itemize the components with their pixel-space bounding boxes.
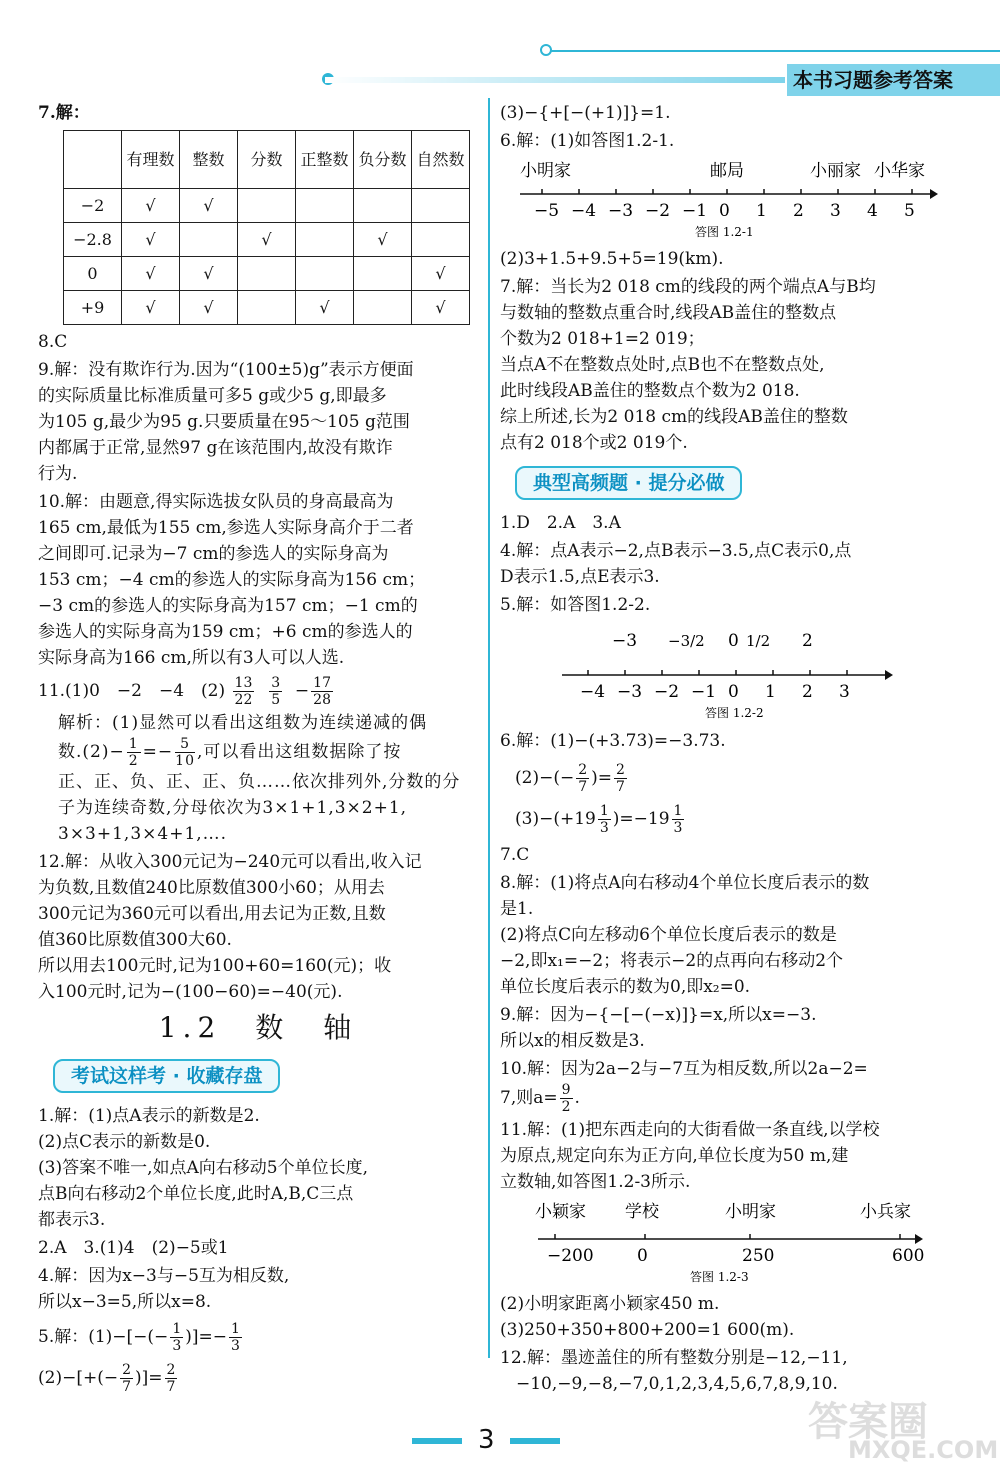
nl3-label: 学校	[625, 1202, 659, 1222]
numerator: 2	[166, 1362, 176, 1378]
table-cell	[412, 189, 470, 223]
b1	[38, 1103, 478, 1233]
tick-label: 4	[867, 201, 878, 221]
fraction	[560, 1082, 573, 1115]
table-cell: √	[122, 257, 180, 291]
table-cell: −2.8	[64, 223, 122, 257]
text-line: 300元记为360元可以看出,用去记为正数,且数	[38, 904, 386, 924]
section-banner: 典型高频题 · 提分必做	[515, 466, 742, 500]
nl2-top: 2	[802, 631, 813, 651]
nl2-top: 0	[728, 631, 739, 651]
numerator: 1	[128, 736, 139, 752]
text-line: (2)点C表示的新数是0.	[38, 1132, 211, 1152]
numerator: 17	[313, 675, 331, 691]
minus-sign: −	[294, 681, 310, 701]
text-line: 参选人的实际身高为159 cm；+6 cm的参选人的	[38, 622, 413, 642]
text-line: 为原点,规定向东为正方向,单位长度为50 m,建	[500, 1146, 849, 1166]
text-span: (2)−[+(−	[38, 1368, 119, 1388]
arrow-icon	[885, 670, 893, 680]
denominator: 28	[313, 692, 331, 708]
s11b	[500, 1291, 940, 1343]
fraction	[233, 675, 255, 708]
tick-label: −1	[691, 682, 717, 702]
table-row	[64, 257, 470, 291]
table-cell: 0	[64, 257, 122, 291]
header-title: 本书习题参考答案	[787, 64, 1000, 96]
q8: 8.C	[38, 332, 68, 352]
text-line: 解析：(1)显然可以看出这组数为连续递减的偶	[58, 713, 428, 733]
table-cell	[296, 189, 354, 223]
text-line	[500, 762, 940, 795]
text-line: 6.解：(1)−(+3.73)=−3.73.	[500, 731, 726, 751]
tick-label: 600	[892, 1246, 925, 1266]
arrow-icon	[930, 189, 938, 199]
watermark-logo: 答案圈	[808, 1399, 928, 1445]
fraction	[229, 1321, 242, 1354]
text-line: (3)250+350+800+200=1 600(m).	[500, 1320, 795, 1340]
tick-label: 2	[802, 682, 813, 702]
text-line: 都表示3.	[38, 1210, 106, 1230]
text-line: 153 cm；−4 cm的参选人的实际身高为156 cm；	[38, 570, 426, 590]
text-line: 7,则a= $\frac{9}{2}$ .	[500, 1082, 580, 1115]
numerator: 3	[271, 675, 281, 691]
page-number: 3	[478, 1425, 495, 1455]
r7	[500, 274, 940, 456]
denominator: 7	[616, 779, 625, 795]
text-line: 10.解：因为2a−2与−7互为相反数,所以2a−2=	[500, 1059, 868, 1079]
nl1-label: 邮局	[710, 161, 744, 181]
text-span: )=	[591, 768, 613, 788]
fraction	[614, 762, 627, 795]
table-cell	[296, 223, 354, 257]
text-line: 入100元时,记为−(100−60)=−40(元).	[38, 982, 343, 1002]
table-header: 负分数	[354, 131, 412, 189]
denominator: 2	[561, 1099, 571, 1115]
nl2-top: 1/2	[746, 632, 771, 650]
text-line: 8.解：(1)将点A向右移动4个单位长度后表示的数	[500, 873, 870, 893]
tick-label: −4	[571, 201, 597, 221]
fraction	[127, 736, 141, 769]
q11-lead: 11.(1)0 −2 −4 (2)	[38, 681, 226, 701]
denominator: 7	[166, 1379, 176, 1395]
table-header: 有理数	[122, 131, 180, 189]
table-cell: √	[122, 291, 180, 325]
table-header: 整数	[180, 131, 238, 189]
left-column	[38, 100, 478, 1397]
text-line: 3×3+1,3×4+1,….	[58, 824, 228, 844]
nl2-caption: 答图 1.2-2	[705, 706, 764, 720]
text-span: )]=	[135, 1368, 163, 1388]
text-line: 11.解：(1)把东西走向的大街看做一条直线,以学校	[500, 1120, 880, 1140]
tick-label: 1	[765, 682, 776, 702]
text-line: 7.解：当长为2 018 cm的线段的两个端点A与B均	[500, 277, 876, 297]
nl2-top: −3	[612, 631, 638, 651]
tick-label: 0	[728, 682, 739, 702]
table-cell	[412, 223, 470, 257]
table-cell: −2	[64, 189, 122, 223]
numerator: 1	[231, 1321, 240, 1337]
tick-label: 1	[756, 201, 767, 221]
table-cell: √	[180, 257, 238, 291]
section-title: 1.2 数 轴	[158, 1011, 358, 1044]
tick-label: −2	[645, 201, 671, 221]
text-line: 个数为2 018+1=2 019；	[500, 329, 705, 349]
text-line: 立数轴,如答图1.2-3所示.	[500, 1172, 691, 1192]
fraction	[175, 736, 195, 769]
text-line: 行为.	[38, 464, 78, 484]
fraction	[311, 675, 333, 708]
fraction	[269, 675, 282, 708]
tick-label: 0	[719, 201, 730, 221]
text-span: (2)−(−	[515, 768, 575, 788]
b4	[38, 1263, 478, 1315]
text-line: −10,−9,−8,−7,0,1,2,3,4,5,6,7,8,9,10.	[516, 1374, 838, 1394]
number-line-3	[500, 1197, 940, 1283]
text-span: 5.解：(1)−[−(−	[38, 1327, 169, 1347]
s6	[500, 728, 940, 836]
nl3-label: 小明家	[725, 1202, 776, 1222]
text-line: 当点A不在整数点处时,点B也不在整数点处,	[500, 355, 825, 375]
s7: 7.C	[500, 845, 530, 865]
numerator: 13	[234, 675, 253, 691]
table-cell	[238, 291, 296, 325]
number-line-2	[500, 620, 940, 720]
table-cell	[354, 189, 412, 223]
text-span: )]=−	[185, 1327, 227, 1347]
footer-bar	[412, 1438, 462, 1444]
text-line: 12.解：从收入300元记为−240元可以看出,收入记	[38, 852, 422, 872]
footer-bar	[510, 1438, 560, 1444]
s8	[500, 870, 940, 1000]
text-line: 是1.	[500, 899, 534, 919]
fraction	[576, 762, 589, 795]
arrow-icon	[915, 1234, 923, 1244]
numerator: 5	[175, 736, 195, 753]
number-line-1	[500, 156, 940, 238]
text-line: 内都属于正常,显然97 g在该范围内,故没有欺诈	[38, 438, 393, 458]
table-row	[64, 189, 470, 223]
s11	[500, 1117, 940, 1195]
text-line: (3)答案不唯一,如点A向右移动5个单位长度,	[38, 1158, 368, 1178]
numerator: 2	[122, 1362, 131, 1378]
number-classification-table	[63, 130, 470, 325]
table-header: 分数	[238, 131, 296, 189]
q12	[38, 849, 478, 1005]
nl1-caption: 答图 1.2-1	[695, 225, 754, 238]
tick-label: −5	[534, 201, 560, 221]
tick-label: 5	[904, 201, 915, 221]
table-cell	[354, 257, 412, 291]
denominator: 3	[673, 820, 683, 836]
q9	[38, 357, 478, 487]
nl3-label: 小颖家	[535, 1202, 586, 1222]
text-span: ,可以看出这组数据除了按	[196, 742, 402, 762]
text-line: 正、正、负、正、正、负……依次排列外,分数的分	[58, 772, 461, 792]
text-line: 所以x的相反数是3.	[500, 1031, 645, 1051]
denominator: 7	[578, 779, 588, 795]
denominator: 22	[234, 692, 253, 708]
table-cell: √	[180, 189, 238, 223]
section-banner: 考试这样考 · 收藏存盘	[53, 1059, 280, 1093]
r6: 6.解：(1)如答图1.2-1.	[500, 131, 675, 151]
text-line: 10.解：由题意,得实际选拔女队员的身高最高为	[38, 492, 394, 512]
text-line: 之间即可.记录为−7 cm的参选人的实际身高为	[38, 544, 389, 564]
numerator: 2	[578, 762, 588, 778]
denominator: 2	[128, 753, 139, 769]
header-rule	[545, 50, 1000, 52]
text-line: 4.解：点A表示−2,点B表示−3.5,点C表示0,点	[500, 541, 852, 561]
text-line: 为负数,且数值240比原数值300小60；从用去	[38, 878, 385, 898]
fraction	[120, 1362, 133, 1395]
denominator: 5	[271, 692, 281, 708]
nl1-label: 小华家	[874, 161, 925, 181]
table-cell	[354, 291, 412, 325]
text-line: −3 cm的参选人的实际身高为157 cm；−1 cm的	[38, 596, 418, 616]
numerator: 1	[599, 803, 609, 819]
fraction	[170, 1321, 183, 1354]
text-line: (2)将点C向左移动6个单位长度后表示的数是	[500, 925, 837, 945]
denominator: 3	[599, 820, 609, 836]
tick-label: −2	[654, 682, 680, 702]
text-line: 单位长度后表示的数为0,即x₂=0.	[500, 977, 751, 997]
tick-label: 250	[742, 1246, 775, 1266]
text-span: (3)−(+19	[515, 809, 596, 829]
text-line: 此时线段AB盖住的整数点个数为2 018.	[500, 381, 800, 401]
s9	[500, 1002, 940, 1054]
tick-label: 2	[793, 201, 804, 221]
text-line: 点B向右移动2个单位长度,此时A,B,C三点	[38, 1184, 354, 1204]
text-span: )=−19	[612, 809, 670, 829]
table-cell: √	[296, 291, 354, 325]
text-line: 实际身高为166 cm,所以有3人可以人选.	[38, 648, 345, 668]
nl3-label: 小兵家	[860, 1202, 911, 1222]
nl2-top: −3/2	[668, 632, 705, 650]
text-line: 4.解：因为x−3与−5互为相反数,	[38, 1266, 290, 1286]
tick-label: −3	[608, 201, 634, 221]
text-line: 值360比原数值300大60.	[38, 930, 232, 950]
q10	[38, 489, 478, 671]
header-bar	[325, 77, 785, 83]
tick-label: −3	[617, 682, 643, 702]
header-dot	[540, 44, 552, 56]
text-line: 的实际质量比标准质量可多5 g或少5 g,即最多	[38, 386, 387, 406]
table-cell: √	[354, 223, 412, 257]
denominator: 3	[172, 1338, 182, 1354]
table-cell: +9	[64, 291, 122, 325]
s1: 1.D 2.A 3.A	[500, 513, 621, 533]
table-cell	[238, 189, 296, 223]
column-divider	[488, 98, 490, 1358]
fraction	[598, 803, 611, 836]
text-line: 所以用去100元时,记为100+60=160(元)；收	[38, 956, 392, 976]
text-line	[500, 803, 940, 836]
text-line: 12.解：墨迹盖住的所有整数分别是−12,−11,	[500, 1348, 848, 1368]
text-line	[38, 1362, 478, 1395]
table-cell: √	[122, 223, 180, 257]
table-corner	[64, 131, 122, 189]
text-line: 9.解：没有欺诈行为.因为“(100±5)g”表示方便面	[38, 360, 414, 380]
table-cell	[296, 257, 354, 291]
q11	[38, 675, 478, 708]
text-line: 所以x−3=5,所以x=8.	[38, 1292, 212, 1312]
s10	[500, 1056, 940, 1115]
denominator: 7	[122, 1379, 131, 1395]
b2: 2.A 3.(1)4 (2)−5或1	[38, 1238, 229, 1258]
text-line	[58, 736, 478, 769]
text-line: 1.解：(1)点A表示的新数是2.	[38, 1106, 260, 1126]
numerator: 9	[561, 1082, 571, 1098]
watermark-url: MXQE.COM	[848, 1436, 999, 1464]
r0: (3)−{+[−(+1)]}=1.	[500, 103, 671, 123]
table-row	[64, 223, 470, 257]
tick-label: −200	[547, 1246, 594, 1266]
text-line: D表示1.5,点E表示3.	[500, 567, 660, 587]
tick-label: 3	[839, 682, 850, 702]
right-column	[500, 100, 940, 1399]
q11-analysis	[38, 710, 478, 847]
numerator: 1	[172, 1321, 182, 1337]
table-cell	[238, 257, 296, 291]
text-line: 点有2 018个或2 019个.	[500, 433, 688, 453]
text-line: 165 cm,最低为155 cm,参选人实际身高介于二者	[38, 518, 414, 538]
text-line: 为105 g,最少为95 g.只要质量在95～105 g范围	[38, 412, 410, 432]
r6b: (2)3+1.5+9.5+5=19(km).	[500, 249, 724, 269]
s4	[500, 538, 940, 590]
table-cell: √	[180, 291, 238, 325]
text-span: 7,则a=	[500, 1088, 558, 1108]
text-span: =−	[142, 742, 174, 762]
numerator: 1	[673, 803, 683, 819]
table-cell: √	[412, 257, 470, 291]
table-header: 自然数	[412, 131, 470, 189]
text-line: 综上所述,长为2 018 cm的线段AB盖住的整数	[500, 407, 848, 427]
text-line: (2)小明家距离小颖家450 m.	[500, 1294, 720, 1314]
denominator: 10	[175, 753, 195, 769]
fraction	[672, 803, 685, 836]
table-row	[64, 291, 470, 325]
q7-label: 7.解：	[38, 103, 90, 123]
denominator: 3	[231, 1338, 240, 1354]
table-cell: √	[238, 223, 296, 257]
text-line: 9.解：因为−{−[−(−x)]}=x,所以x=−3.	[500, 1005, 817, 1025]
table-cell: √	[412, 291, 470, 325]
table-cell	[180, 223, 238, 257]
text-line: 与数轴的整数点重合时,线段AB盖住的整数点	[500, 303, 837, 323]
tick-label: −1	[682, 201, 708, 221]
nl3-caption: 答图 1.2-3	[690, 1270, 749, 1283]
table-header: 正整数	[296, 131, 354, 189]
nl1-label: 小明家	[520, 161, 571, 181]
s5: 5.解：如答图1.2-2.	[500, 595, 651, 615]
table-cell: √	[122, 189, 180, 223]
nl1-label: 小丽家	[810, 161, 861, 181]
numerator: 2	[616, 762, 625, 778]
fraction	[165, 1362, 178, 1395]
text-line: −2,即x₁=−2；将表示−2的点再向右移动2个	[500, 951, 844, 971]
text-line: 子为连续奇数,分母依次为3×1+1,3×2+1,	[58, 798, 408, 818]
text-span: 数.(2)−	[58, 742, 125, 762]
b5	[38, 1321, 478, 1395]
tick-label: −4	[580, 682, 606, 702]
text-line	[38, 1321, 478, 1354]
tick-label: 0	[637, 1246, 648, 1266]
tick-label: 3	[830, 201, 841, 221]
